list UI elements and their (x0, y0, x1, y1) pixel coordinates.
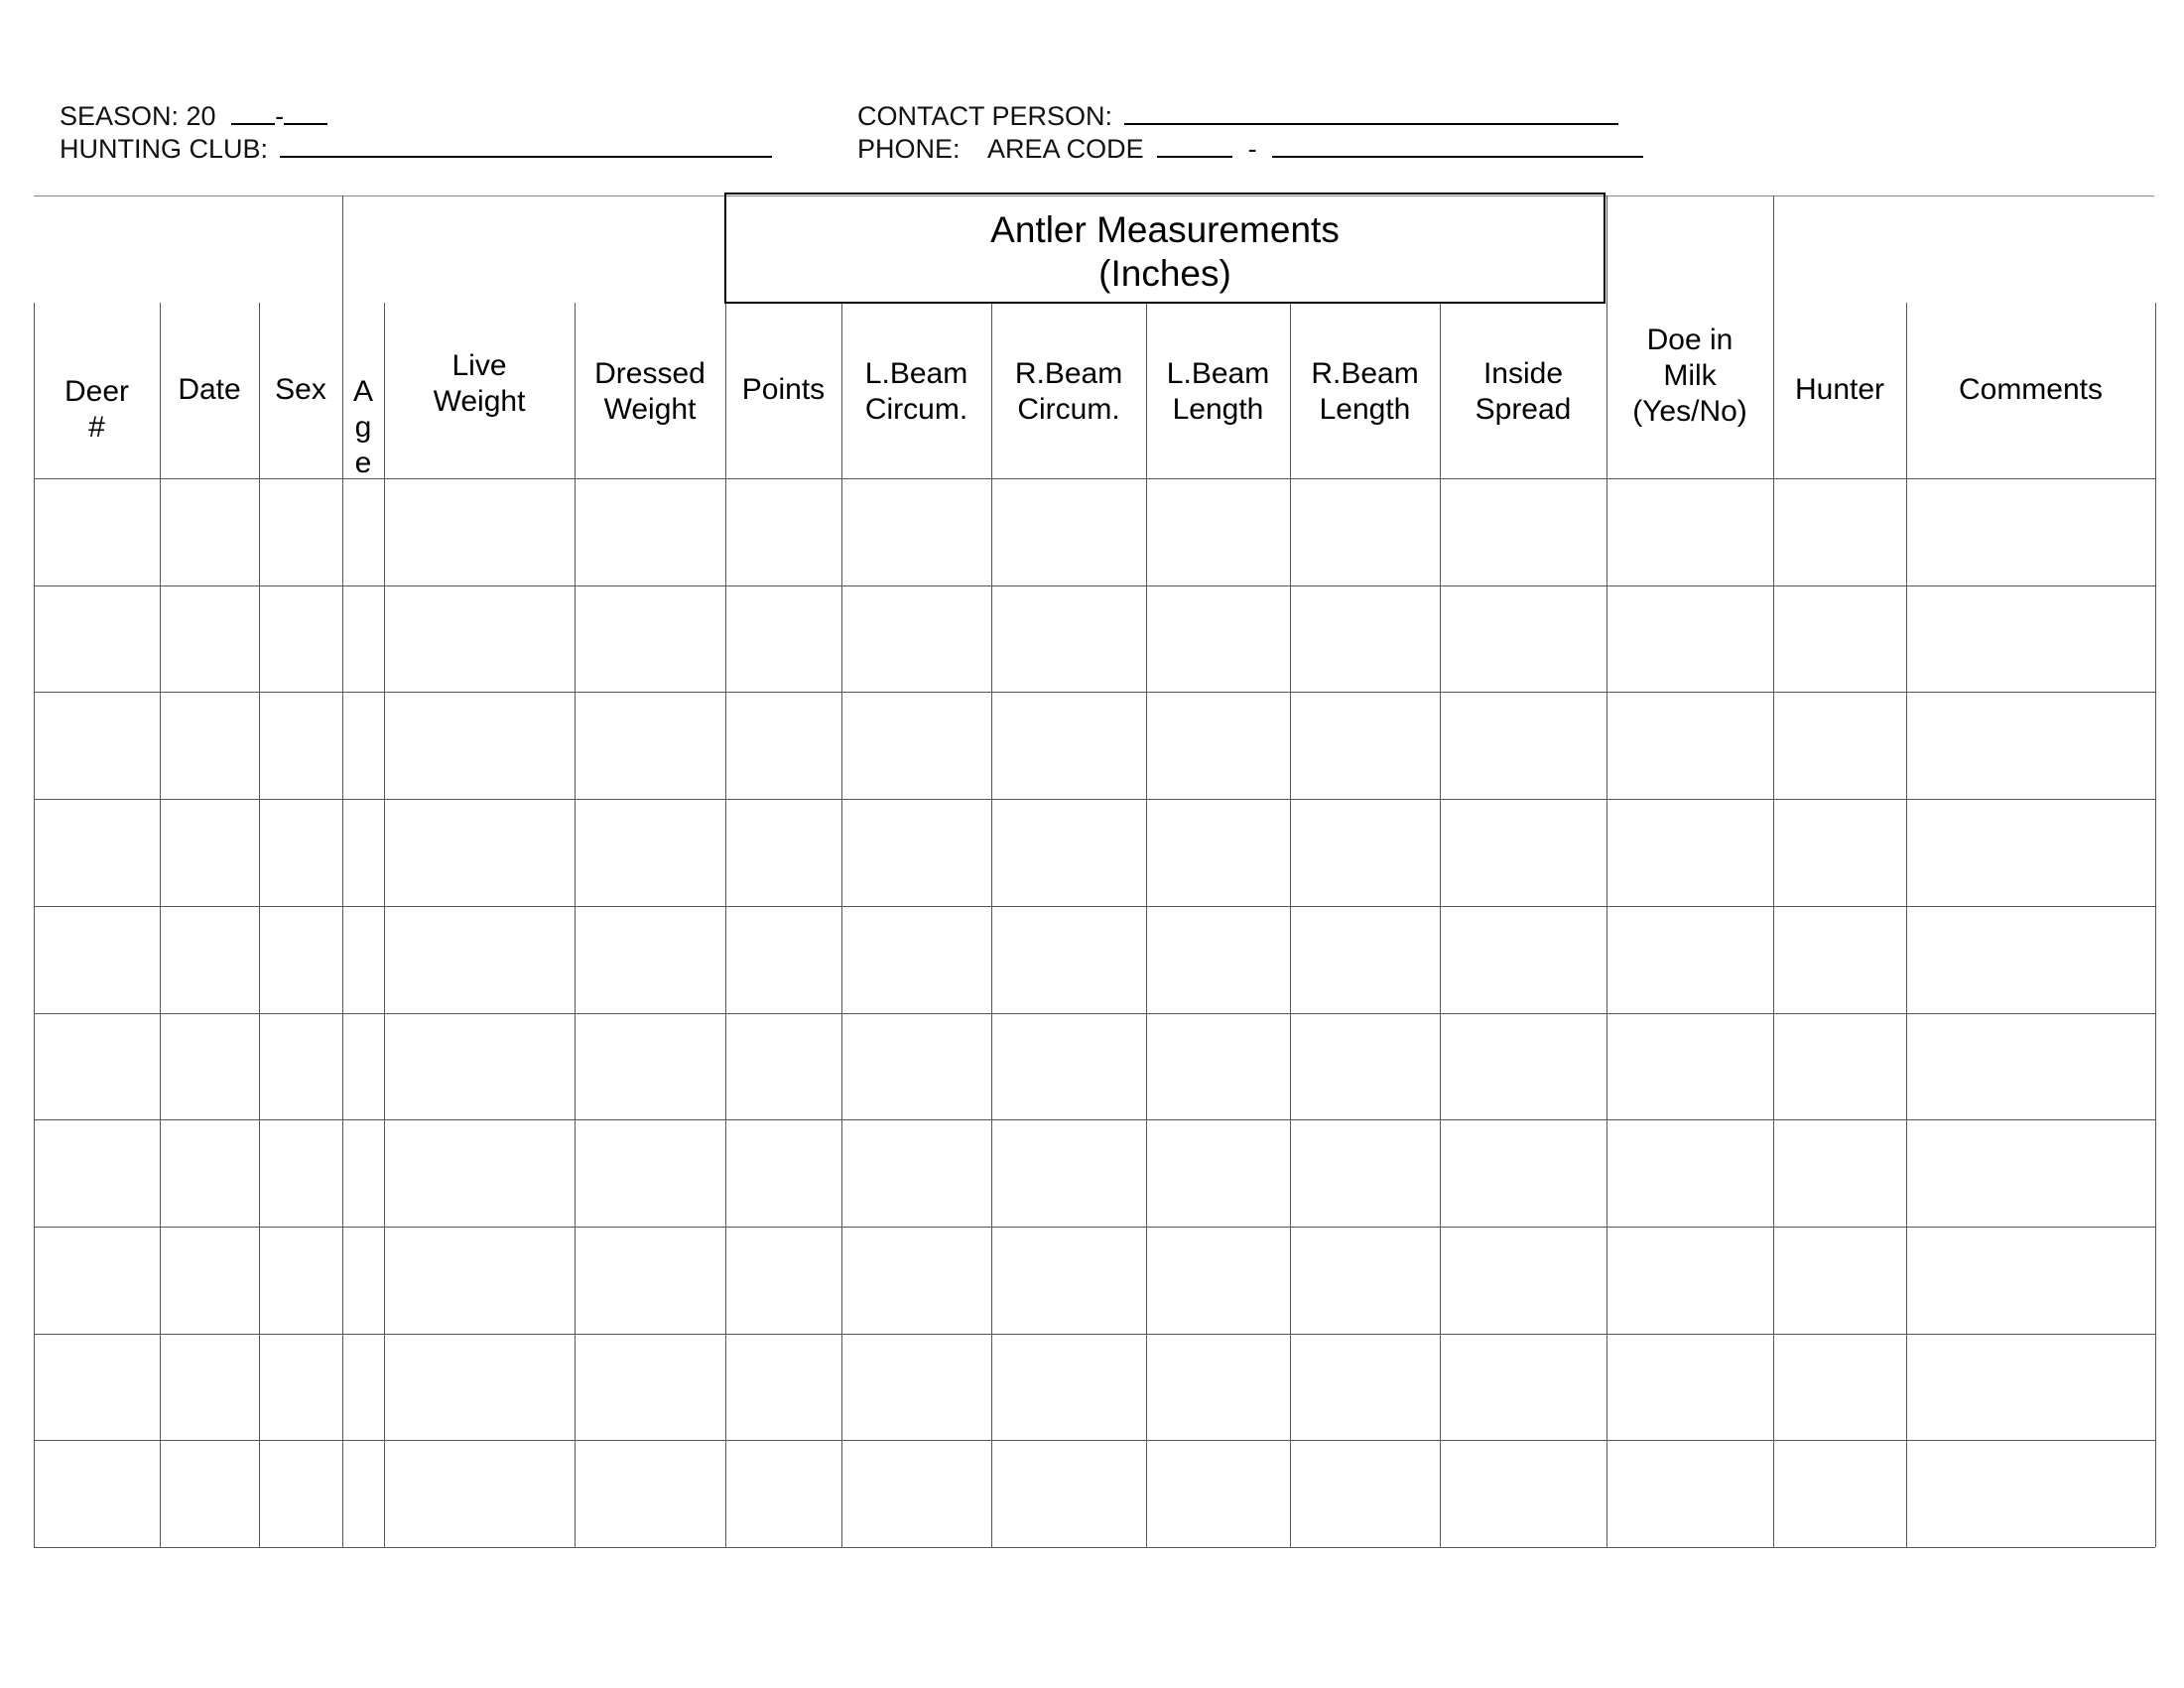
row-divider (34, 799, 2155, 800)
table-cell-inside_spread[interactable] (1442, 694, 1605, 797)
table-cell-points[interactable] (727, 1121, 839, 1225)
column-header-text: Spread (1475, 393, 1572, 426)
table-cell-dressed_weight[interactable] (577, 1229, 723, 1332)
table-cell-lbeam_circum[interactable] (843, 1336, 989, 1439)
column-header-lbeam_circum (841, 356, 991, 428)
table-cell-rbeam_length[interactable] (1292, 801, 1438, 904)
column-divider (34, 303, 35, 1547)
table-cell-comments[interactable] (1908, 480, 2153, 584)
column-header-comments (1906, 372, 2155, 408)
column-header-text: Points (741, 373, 826, 406)
table-cell-comments[interactable] (1908, 908, 2153, 1011)
table-cell-points[interactable] (727, 1442, 839, 1545)
column-header-text: # (88, 411, 105, 444)
column-divider (1606, 195, 1607, 303)
table-cell-comments[interactable] (1908, 1121, 2153, 1225)
column-header-text: R.Beam (1014, 357, 1123, 390)
table-cell-points[interactable] (727, 694, 839, 797)
table-cell-deer[interactable] (36, 1229, 158, 1332)
column-header-rbeam_length (1290, 356, 1440, 428)
table-cell-live_weight[interactable] (386, 587, 573, 691)
table-cell-deer[interactable] (36, 908, 158, 1011)
table-cell-age[interactable] (344, 1015, 382, 1118)
table-cell-lbeam_circum[interactable] (843, 480, 989, 584)
table-cell-lbeam_length[interactable] (1148, 1015, 1288, 1118)
table-cell-live_weight[interactable] (386, 801, 573, 904)
table-cell-hunter[interactable] (1775, 694, 1904, 797)
table-cell-inside_spread[interactable] (1442, 1015, 1605, 1118)
table-cell-sex[interactable] (261, 1336, 340, 1439)
table-cell-doe_in_milk[interactable] (1608, 1229, 1771, 1332)
phone-dash: - (1247, 134, 1257, 164)
table-cell-dressed_weight[interactable] (577, 801, 723, 904)
table-cell-age[interactable] (344, 908, 382, 1011)
column-header-text: Length (1172, 393, 1264, 426)
column-header-text: Date (178, 373, 241, 406)
table-cell-inside_spread[interactable] (1442, 587, 1605, 691)
table-cell-sex[interactable] (261, 1121, 340, 1225)
table-cell-lbeam_circum[interactable] (843, 1015, 989, 1118)
table-cell-date[interactable] (162, 908, 257, 1011)
column-header-rbeam_circum (991, 356, 1146, 428)
table-cell-hunter[interactable] (1775, 1229, 1904, 1332)
column-header-text: g (354, 411, 372, 444)
table-cell-age[interactable] (344, 694, 382, 797)
table-cell-inside_spread[interactable] (1442, 1229, 1605, 1332)
column-header-text: e (354, 447, 372, 479)
table-cell-age[interactable] (344, 480, 382, 584)
table-cell-inside_spread[interactable] (1442, 1442, 1605, 1545)
table-cell-rbeam_circum[interactable] (993, 1121, 1144, 1225)
table-cell-age[interactable] (344, 1121, 382, 1225)
column-divider (259, 303, 260, 1547)
table-cell-dressed_weight[interactable] (577, 1442, 723, 1545)
table-cell-rbeam_circum[interactable] (993, 480, 1144, 584)
table-cell-age[interactable] (344, 1336, 382, 1439)
column-header-sex (259, 372, 342, 408)
table-cell-lbeam_length[interactable] (1148, 480, 1288, 584)
table-cell-hunter[interactable] (1775, 1015, 1904, 1118)
column-header-lbeam_length (1146, 356, 1290, 428)
column-header-text: Weight (433, 385, 526, 418)
table-cell-points[interactable] (727, 480, 839, 584)
table-cell-age[interactable] (344, 587, 382, 691)
table-cell-comments[interactable] (1908, 801, 2153, 904)
table-cell-doe_in_milk[interactable] (1608, 1121, 1771, 1225)
column-header-text: Circum. (1017, 393, 1120, 426)
column-header-text: Dressed (594, 357, 706, 390)
table-cell-lbeam_length[interactable] (1148, 1229, 1288, 1332)
table-cell-live_weight[interactable] (386, 1121, 573, 1225)
table-cell-sex[interactable] (261, 480, 340, 584)
column-header-text: Sex (275, 373, 326, 406)
row-divider (34, 1227, 2155, 1228)
table-cell-rbeam_circum[interactable] (993, 587, 1144, 691)
table-cell-inside_spread[interactable] (1442, 1336, 1605, 1439)
table-cell-rbeam_length[interactable] (1292, 1336, 1438, 1439)
table-cell-hunter[interactable] (1775, 587, 1904, 691)
column-header-age (342, 374, 384, 481)
row-divider (34, 1119, 2155, 1120)
table-cell-lbeam_length[interactable] (1148, 587, 1288, 691)
table-cell-date[interactable] (162, 1336, 257, 1439)
table-cell-points[interactable] (727, 1229, 839, 1332)
table-cell-rbeam_length[interactable] (1292, 1442, 1438, 1545)
column-header-text: Weight (603, 393, 697, 426)
table-cell-deer[interactable] (36, 480, 158, 584)
table-cell-doe_in_milk[interactable] (1608, 694, 1771, 797)
column-divider (1440, 303, 1441, 1547)
column-header-text: Inside (1482, 357, 1564, 390)
table-cell-live_weight[interactable] (386, 1015, 573, 1118)
row-divider (34, 1334, 2155, 1335)
table-cell-comments[interactable] (1908, 1229, 2153, 1332)
table-cell-live_weight[interactable] (386, 1336, 573, 1439)
table-cell-sex[interactable] (261, 908, 340, 1011)
table-cell-comments[interactable] (1908, 694, 2153, 797)
row-divider (34, 906, 2155, 907)
column-header-text: (Yes/No) (1632, 395, 1747, 428)
table-cell-hunter[interactable] (1775, 1121, 1904, 1225)
table-cell-hunter[interactable] (1775, 801, 1904, 904)
table-cell-comments[interactable] (1908, 1336, 2153, 1439)
column-header-text: Deer (64, 375, 130, 408)
column-divider (2155, 303, 2156, 1547)
table-cell-sex[interactable] (261, 1229, 340, 1332)
table-cell-hunter[interactable] (1775, 908, 1904, 1011)
season-label: SEASON: 20 (60, 101, 216, 131)
table-cell-hunter[interactable] (1775, 1336, 1904, 1439)
table-cell-doe_in_milk[interactable] (1608, 1015, 1771, 1118)
table-cell-date[interactable] (162, 694, 257, 797)
column-header-text: Hunter (1794, 373, 1885, 406)
table-cell-live_weight[interactable] (386, 694, 573, 797)
season-dash: - (275, 101, 285, 131)
table-cell-lbeam_length[interactable] (1148, 694, 1288, 797)
table-cell-rbeam_length[interactable] (1292, 1121, 1438, 1225)
column-divider (384, 303, 385, 1547)
row-divider (34, 1013, 2155, 1014)
column-divider (841, 303, 842, 1547)
column-header-text: Live (451, 349, 507, 382)
table-cell-inside_spread[interactable] (1442, 801, 1605, 904)
table-cell-lbeam_circum[interactable] (843, 801, 989, 904)
table-cell-dressed_weight[interactable] (577, 1015, 723, 1118)
table-cell-rbeam_circum[interactable] (993, 694, 1144, 797)
table-cell-dressed_weight[interactable] (577, 587, 723, 691)
area-code-label: AREA CODE (987, 134, 1144, 164)
column-header-text: R.Beam (1311, 357, 1419, 390)
table-cell-date[interactable] (162, 1442, 257, 1545)
table-cell-lbeam_circum[interactable] (843, 587, 989, 691)
table-cell-points[interactable] (727, 908, 839, 1011)
table-cell-lbeam_circum[interactable] (843, 908, 989, 1011)
row-divider (34, 1547, 2155, 1548)
antler-group-title: Antler Measurements (990, 209, 1340, 250)
table-cell-rbeam_length[interactable] (1292, 587, 1438, 691)
table-cell-deer[interactable] (36, 801, 158, 904)
column-header-text: Length (1319, 393, 1411, 426)
phone-label: PHONE: (857, 134, 961, 164)
column-header-deer (34, 374, 160, 446)
column-divider (160, 303, 161, 1547)
table-cell-rbeam_circum[interactable] (993, 908, 1144, 1011)
table-cell-doe_in_milk[interactable] (1608, 801, 1771, 904)
table-cell-dressed_weight[interactable] (577, 480, 723, 584)
table-cell-points[interactable] (727, 801, 839, 904)
column-header-text: Milk (1663, 359, 1717, 392)
column-header-text: Comments (1958, 373, 2104, 406)
table-cell-live_weight[interactable] (386, 908, 573, 1011)
table-cell-rbeam_length[interactable] (1292, 694, 1438, 797)
table-cell-rbeam_length[interactable] (1292, 1229, 1438, 1332)
column-header-text: A (352, 375, 373, 408)
contact-person-label: CONTACT PERSON: (857, 101, 1113, 131)
table-cell-lbeam_circum[interactable] (843, 694, 989, 797)
column-header-doe_in_milk (1606, 323, 1773, 430)
table-cell-live_weight[interactable] (386, 1229, 573, 1332)
table-cell-rbeam_circum[interactable] (993, 1336, 1144, 1439)
table-cell-live_weight[interactable] (386, 480, 573, 584)
table-cell-deer[interactable] (36, 1336, 158, 1439)
table-cell-age[interactable] (344, 1229, 382, 1332)
table-cell-lbeam_length[interactable] (1148, 908, 1288, 1011)
table-cell-doe_in_milk[interactable] (1608, 1442, 1771, 1545)
table-cell-dressed_weight[interactable] (577, 1336, 723, 1439)
column-header-live_weight (384, 348, 575, 420)
table-cell-rbeam_circum[interactable] (993, 1229, 1144, 1332)
table-cell-sex[interactable] (261, 801, 340, 904)
column-divider (1146, 303, 1147, 1547)
column-divider (991, 303, 992, 1547)
row-divider (34, 692, 2155, 693)
table-cell-comments[interactable] (1908, 587, 2153, 691)
table-cell-comments[interactable] (1908, 1442, 2153, 1545)
table-cell-rbeam_length[interactable] (1292, 908, 1438, 1011)
antler-measurements-group (724, 193, 1606, 304)
table-cell-inside_spread[interactable] (1442, 480, 1605, 584)
column-header-points (725, 372, 841, 408)
table-cell-hunter[interactable] (1775, 1442, 1904, 1545)
table-cell-comments[interactable] (1908, 1015, 2153, 1118)
table-cell-dressed_weight[interactable] (577, 694, 723, 797)
table-cell-sex[interactable] (261, 694, 340, 797)
table-cell-date[interactable] (162, 1229, 257, 1332)
table-cell-doe_in_milk[interactable] (1608, 1336, 1771, 1439)
table-cell-rbeam_length[interactable] (1292, 480, 1438, 584)
row-divider (34, 1440, 2155, 1441)
column-divider (725, 303, 726, 1547)
table-cell-doe_in_milk[interactable] (1608, 480, 1771, 584)
table-cell-lbeam_length[interactable] (1148, 801, 1288, 904)
row-divider (34, 585, 2155, 586)
table-cell-rbeam_circum[interactable] (993, 801, 1144, 904)
column-header-dressed_weight (575, 356, 725, 428)
table-cell-points[interactable] (727, 1336, 839, 1439)
column-divider (1906, 303, 1907, 1547)
table-cell-rbeam_circum[interactable] (993, 1442, 1144, 1545)
table-cell-date[interactable] (162, 1121, 257, 1225)
table-cell-lbeam_length[interactable] (1148, 1442, 1288, 1545)
table-cell-sex[interactable] (261, 587, 340, 691)
table-cell-rbeam_circum[interactable] (993, 1015, 1144, 1118)
column-divider (575, 303, 576, 1547)
column-header-text: L.Beam (864, 357, 968, 390)
table-cell-deer[interactable] (36, 1121, 158, 1225)
table-cell-date[interactable] (162, 480, 257, 584)
table-cell-hunter[interactable] (1775, 480, 1904, 584)
hunting-club-label: HUNTING CLUB: (60, 134, 269, 164)
table-cell-age[interactable] (344, 1442, 382, 1545)
table-cell-dressed_weight[interactable] (577, 908, 723, 1011)
table-cell-points[interactable] (727, 587, 839, 691)
table-cell-lbeam_circum[interactable] (843, 1442, 989, 1545)
table-cell-lbeam_length[interactable] (1148, 1121, 1288, 1225)
table-cell-date[interactable] (162, 587, 257, 691)
table-cell-date[interactable] (162, 1015, 257, 1118)
table-cell-deer[interactable] (36, 1442, 158, 1545)
table-cell-live_weight[interactable] (386, 1442, 573, 1545)
column-divider (1290, 303, 1291, 1547)
table-cell-inside_spread[interactable] (1442, 908, 1605, 1011)
table-cell-inside_spread[interactable] (1442, 1121, 1605, 1225)
column-header-text: Doe in (1646, 324, 1734, 356)
table-cell-lbeam_circum[interactable] (843, 1229, 989, 1332)
table-cell-deer[interactable] (36, 694, 158, 797)
table-cell-date[interactable] (162, 801, 257, 904)
table-cell-sex[interactable] (261, 1015, 340, 1118)
antler-group-units: (Inches) (1098, 253, 1231, 294)
table-cell-lbeam_circum[interactable] (843, 1121, 989, 1225)
column-header-text: L.Beam (1166, 357, 1270, 390)
table-cell-doe_in_milk[interactable] (1608, 587, 1771, 691)
table-cell-deer[interactable] (36, 1015, 158, 1118)
column-header-date (160, 372, 259, 408)
table-cell-rbeam_length[interactable] (1292, 1015, 1438, 1118)
column-divider (1606, 303, 1607, 1547)
column-header-inside_spread (1440, 356, 1606, 428)
table-cell-deer[interactable] (36, 587, 158, 691)
column-header-text: Circum. (864, 393, 968, 426)
table-cell-points[interactable] (727, 1015, 839, 1118)
table-cell-lbeam_length[interactable] (1148, 1336, 1288, 1439)
table-cell-sex[interactable] (261, 1442, 340, 1545)
table-cell-age[interactable] (344, 801, 382, 904)
column-header-hunter (1773, 372, 1906, 408)
table-cell-doe_in_milk[interactable] (1608, 908, 1771, 1011)
table-cell-dressed_weight[interactable] (577, 1121, 723, 1225)
